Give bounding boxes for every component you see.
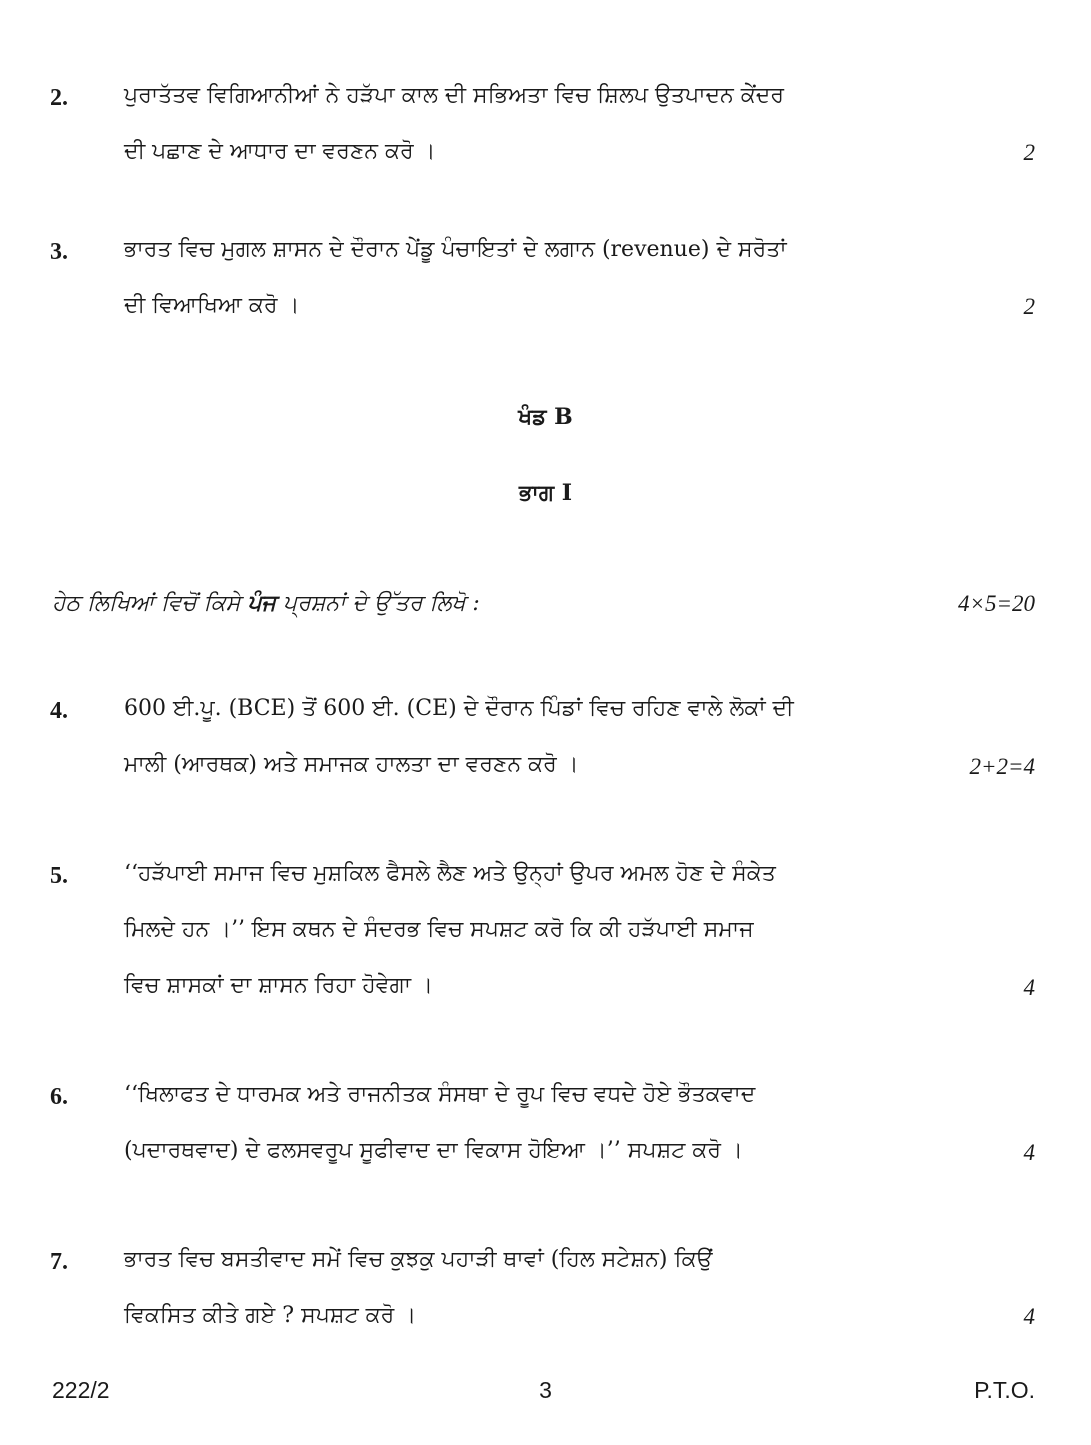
question-text-line: ਵਿਕਸਿਤ ਕੀਤੇ ਗਏ ? ਸਪਸ਼ਟ ਕਰੋ । (124, 1303, 417, 1328)
question-text-line: ਦੀ ਵਿਆਖਿਆ ਕਰੋ । (124, 293, 300, 318)
instruction-pre: ਹੇਠ ਲਿਖਿਆਂ ਵਿਚੋਂ ਕਿਸੇ (52, 591, 248, 616)
question-marks: 4 (1023, 975, 1035, 1000)
question-number: 2. (50, 85, 68, 111)
question-text-line: 600 ਈ.ਪੂ. (BCE) ਤੋਂ 600 ਈ. (CE) ਦੇ ਦੌਰਾਨ ਪਿੰਡਾਂ ਵਿਚ ਰਹਿਣ ਵਾਲੇ ਲੋਕਾਂ ਦੀ (124, 696, 794, 721)
part-title: ਭਾਗ I (518, 480, 573, 506)
question-marks: 2 (1023, 294, 1035, 319)
question-text-line: ਭਾਰਤ ਵਿਚ ਬਸਤੀਵਾਦ ਸਮੇਂ ਵਿਚ ਕੁਝਕੁ ਪਹਾੜੀ ਥਾਵਾਂ (ਹਿਲ ਸਟੇਸ਼ਨ) ਕਿਉਂ (124, 1247, 713, 1272)
paper-code: 222/2 (52, 1377, 110, 1403)
page-number: 3 (539, 1377, 552, 1403)
question-marks: 2+2=4 (969, 754, 1035, 779)
question-text-line: ਮਾਲੀ (ਆਰਥਕ) ਅਤੇ ਸਮਾਜਕ ਹਾਲਤਾ ਦਾ ਵਰਣਨ ਕਰੋ । (124, 752, 579, 777)
question-text-line: ਦੀ ਪਛਾਣ ਦੇ ਆਧਾਰ ਦਾ ਵਰਣਨ ਕਰੋ । (124, 139, 436, 164)
question-text-line: (ਪਦਾਰਥਵਾਦ) ਦੇ ਫਲਸਵਰੂਪ ਸੂਫੀਵਾਦ ਦਾ ਵਿਕਾਸ ਹੋਇਆ ।’’ ਸਪਸ਼ਟ ਕਰੋ । (124, 1138, 743, 1163)
question-marks: 4 (1023, 1140, 1035, 1165)
question-number: 4. (50, 698, 68, 724)
question-number: 3. (50, 239, 68, 265)
pto-label: P.T.O. (974, 1377, 1035, 1403)
instruction-emphasis: ਪੰਜ (247, 590, 276, 616)
question-text-line: ਵਿਚ ਸ਼ਾਸਕਾਂ ਦਾ ਸ਼ਾਸਨ ਰਿਹਾ ਹੋਵੇਗਾ । (124, 973, 433, 998)
question-number: 5. (50, 863, 68, 889)
question-marks: 2 (1023, 140, 1035, 165)
question-text-line: ਮਿਲਦੇ ਹਨ ।’’ ਇਸ ਕਥਨ ਦੇ ਸੰਦਰਭ ਵਿਚ ਸਪਸ਼ਟ ਕਰੋ ਕਿ ਕੀ ਹੜੱਪਾਈ ਸਮਾਜ (124, 917, 754, 942)
instruction-post: ਪ੍ਰਸ਼ਨਾਂ ਦੇ ਉੱਤਰ ਲਿਖੋ : (275, 591, 480, 616)
question-number: 7. (50, 1249, 68, 1275)
question-marks: 4 (1023, 1304, 1035, 1329)
question-text-line: ‘‘ਹੜੱਪਾਈ ਸਮਾਜ ਵਿਚ ਮੁਸ਼ਕਿਲ ਫੈਸਲੇ ਲੈਣ ਅਤੇ ਉਨ੍ਹਾਂ ਉਪਰ ਅਮਲ ਹੋਣ ਦੇ ਸੰਕੇਤ (124, 861, 776, 886)
instruction-marks: 4×5=20 (957, 591, 1035, 616)
section-title: ਖੰਡ B (518, 404, 573, 430)
instruction-text (52, 590, 480, 616)
question-text-line: ਪੁਰਾਤੱਤਵ ਵਿਗਿਆਨੀਆਂ ਨੇ ਹੜੱਪਾ ਕਾਲ ਦੀ ਸਭਿਅਤਾ ਵਿਚ ਸ਼ਿਲਪ ਉਤਪਾਦਨ ਕੇਂਦਰ (124, 83, 784, 108)
question-text-line: ਭਾਰਤ ਵਿਚ ਮੁਗਲ ਸ਼ਾਸਨ ਦੇ ਦੌਰਾਨ ਪੇਂਡੂ ਪੰਚਾਇਤਾਂ ਦੇ ਲਗਾਨ (revenue) ਦੇ ਸਰੋਤਾਂ (124, 237, 787, 262)
question-text-line: ‘‘ਖਿਲਾਫਤ ਦੇ ਧਾਰਮਕ ਅਤੇ ਰਾਜਨੀਤਕ ਸੰਸਥਾ ਦੇ ਰੂਪ ਵਿਚ ਵਧਦੇ ਹੋਏ ਭੌਤਕਵਾਦ (124, 1082, 756, 1107)
question-number: 6. (50, 1084, 68, 1110)
